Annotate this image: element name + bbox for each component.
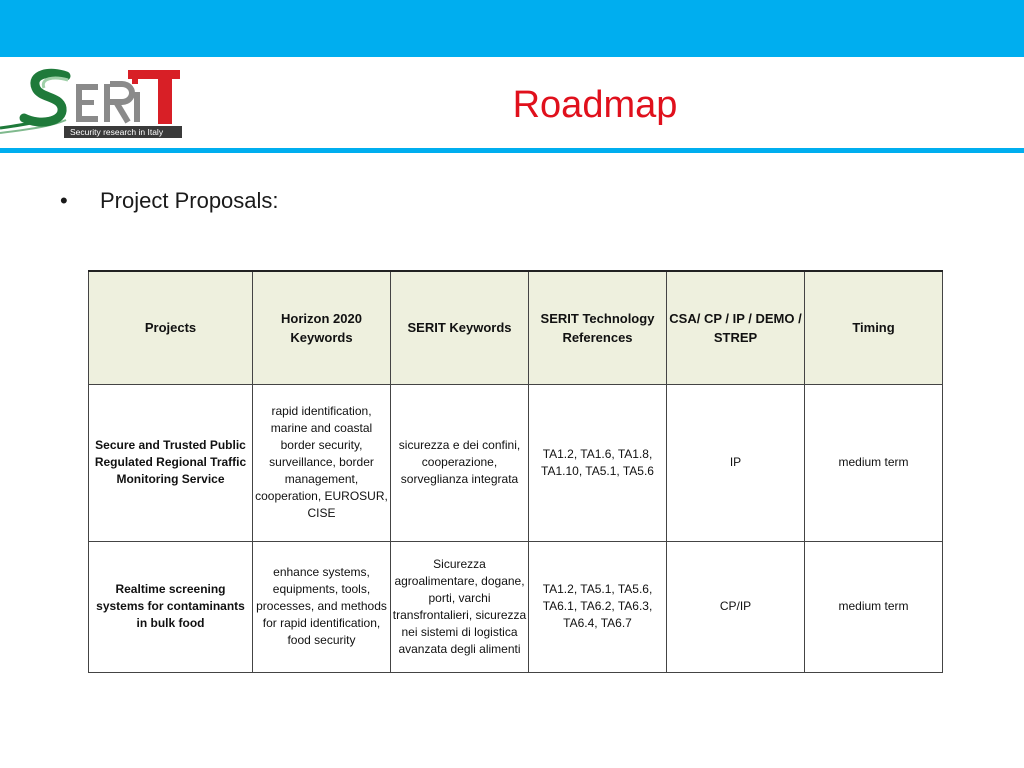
cell-project-type: IP: [667, 384, 805, 541]
cell-serit-keywords: sicurezza e dei confini, cooperazione, sorveglianza integrata: [391, 384, 529, 541]
table-row: [89, 384, 943, 541]
bullet-icon: •: [60, 188, 68, 213]
header-projects: Projects: [89, 271, 253, 384]
header-technology-references: SERIT Technology References: [529, 271, 667, 384]
cell-project: Realtime screening systems for contaminants in bulk food: [89, 541, 253, 672]
cell-technology-references: TA1.2, TA5.1, TA5.6, TA6.1, TA6.2, TA6.3, TA6.4, TA6.7: [529, 541, 667, 672]
cell-project: Secure and Trusted Public Regulated Regional Traffic Monitoring Service: [89, 384, 253, 541]
header-serit-keywords: SERIT Keywords: [391, 271, 529, 384]
cell-timing: medium term: [805, 541, 943, 672]
header-timing: Timing: [805, 271, 943, 384]
table-header-row: [89, 271, 943, 384]
bullet-text: Project Proposals:: [100, 188, 279, 213]
cell-horizon-keywords: rapid identification, marine and coastal border security, surveillance, border management, cooperation, EUROSUR, CISE: [253, 384, 391, 541]
cell-horizon-keywords: enhance systems, equipments, tools, processes, and methods for rapid identification, food security: [253, 541, 391, 672]
table-row: [89, 541, 943, 672]
cell-technology-references: TA1.2, TA1.6, TA1.8, TA1.10, TA5.1, TA5.6: [529, 384, 667, 541]
header-horizon-keywords: Horizon 2020 Keywords: [253, 271, 391, 384]
project-proposals-table: [88, 270, 943, 673]
slide-title: Roadmap: [512, 84, 678, 126]
cell-timing: medium term: [805, 384, 943, 541]
logo-tagline: Security research in Italy: [64, 126, 182, 138]
header-project-type: CSA/ CP / IP / DEMO / STREP: [667, 271, 805, 384]
cell-project-type: CP/IP: [667, 541, 805, 672]
top-accent-bar: [0, 0, 1024, 57]
cell-serit-keywords: Sicurezza agroalimentare, dogane, porti, varchi transfrontalieri, sicurezza nei sistemi di logistica avanzata degli alimenti: [391, 541, 529, 672]
header-divider: [0, 148, 1024, 153]
